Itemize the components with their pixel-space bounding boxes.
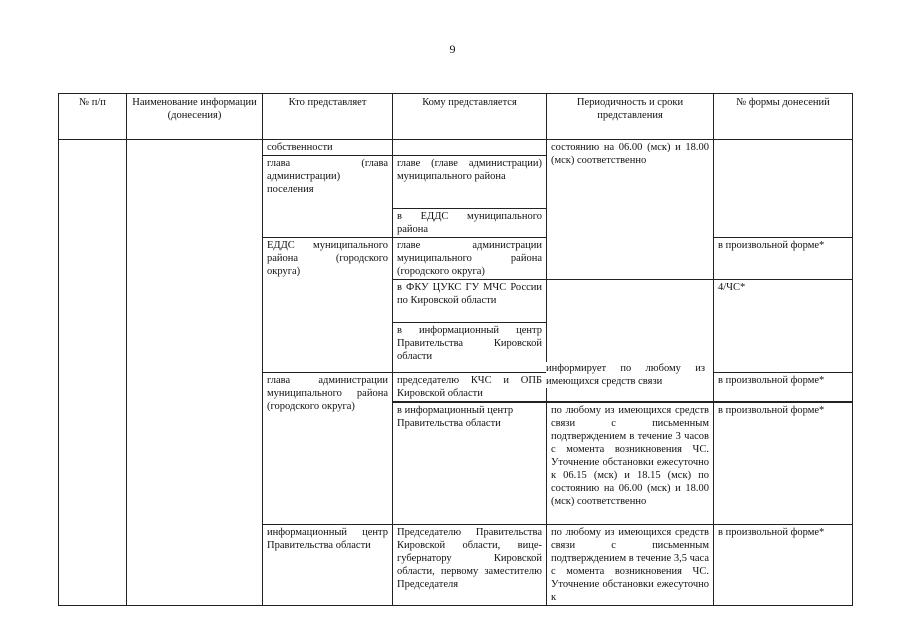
cell-form: в произвольной форме* bbox=[714, 403, 853, 525]
cell-form: 4/ЧС* bbox=[714, 280, 853, 373]
cell-num bbox=[59, 140, 127, 606]
header-form: № формы донесений bbox=[714, 94, 853, 140]
cell-whom: председателю КЧС и ОПБ Кировской области bbox=[393, 373, 547, 402]
cell-form bbox=[714, 140, 853, 238]
cell-period: по любому из имеющихся средств связи с письменным подтверждением в течение 3,5 часа с момента возникновения ЧС. Уточнение обстановки ежесуточно к bbox=[547, 525, 714, 606]
cell-who: ЕДДС муниципального района (городского округа) bbox=[263, 238, 393, 373]
cell-name bbox=[127, 140, 263, 606]
header-period: Периодичность и сроки представления bbox=[547, 94, 714, 140]
cell-who: глава (глава администрации) поселения bbox=[263, 156, 393, 238]
header-whom: Кому представляется bbox=[393, 94, 547, 140]
header-who: Кто представляет bbox=[263, 94, 393, 140]
cell-period: состоянию на 06.00 (мск) и 18.00 (мск) соответственно bbox=[547, 140, 714, 280]
header-name: Наименование информации (донесения) bbox=[127, 94, 263, 140]
report-table bbox=[58, 93, 853, 606]
cell-period: по любому из имеющихся средств связи с письменным подтверждением в течение 3 часов с момента возникновения ЧС. Уточнение обстановки ежесуточно к 06.15 (мск) и 18.15 (мск) по состоянию на 06.00 (мск) и 18.00 (мск) соответственно bbox=[547, 403, 714, 525]
cell-whom: главе (главе администрации) муниципального района bbox=[393, 156, 547, 209]
cell-who: информационный центр Правительства области bbox=[263, 525, 393, 606]
cell-whom: в ФКУ ЦУКС ГУ МЧС России по Кировской области bbox=[393, 280, 547, 323]
cell-whom: в информационный центр Правительства Кировской области bbox=[393, 323, 547, 373]
cell-whom bbox=[393, 140, 547, 156]
cell-whom: Председателю Правительства Кировской области, вице-губернатору Кировской области, первому заместителю Председателя bbox=[393, 525, 547, 606]
cell-who: собственности bbox=[263, 140, 393, 156]
header-num: № п/п bbox=[59, 94, 127, 140]
cell-whom: в информационный центр Правительства области bbox=[393, 403, 547, 525]
cell-form: в произвольной форме* bbox=[714, 373, 853, 402]
cell-whom: в ЕДДС муниципального района bbox=[393, 209, 547, 238]
cell-form: в произвольной форме* bbox=[714, 238, 853, 280]
header-row bbox=[59, 94, 853, 140]
table-row bbox=[59, 140, 853, 156]
cell-who: глава администрации муниципального района (городского округа) bbox=[263, 373, 393, 525]
page-number: 9 bbox=[449, 42, 456, 56]
cell-whom: главе администрации муниципального района (городского округа) bbox=[393, 238, 547, 280]
cell-form: в произвольной форме* bbox=[714, 525, 853, 606]
period-note: информирует по любому из имеющихся средств связи bbox=[546, 363, 705, 387]
